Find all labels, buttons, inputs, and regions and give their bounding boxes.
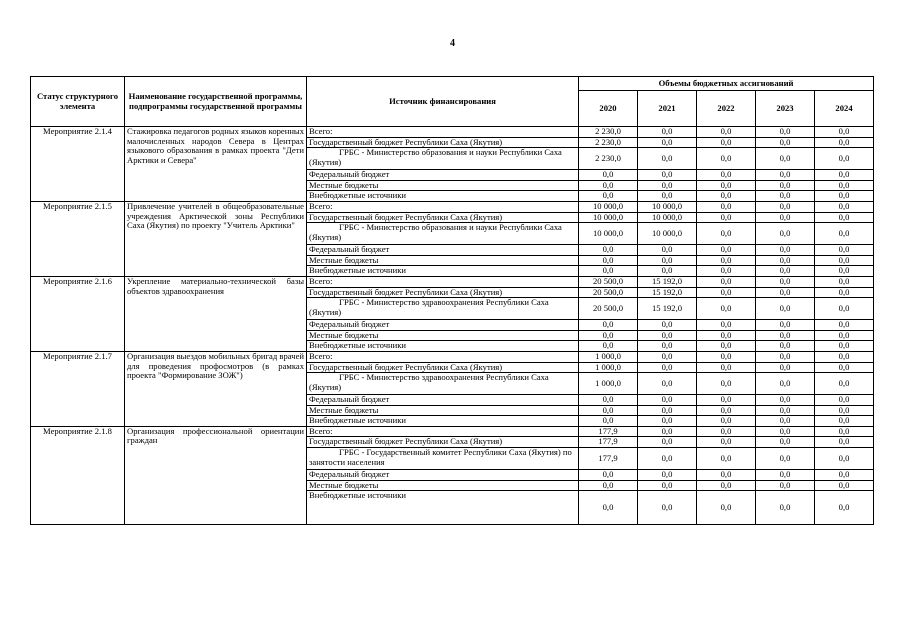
grbs-label: ГРБС - Министерство образования и науки Республики Саха (Якутия) [309, 147, 562, 167]
funding-source-cell: Всего: [307, 276, 579, 287]
budget-allocation-table [30, 76, 874, 525]
value-cell: 0,0 [697, 148, 756, 170]
value-cell: 0,0 [638, 426, 697, 437]
value-cell: 0,0 [579, 480, 638, 491]
value-cell: 0,0 [756, 448, 815, 470]
value-cell: 0,0 [815, 373, 874, 395]
value-cell: 0,0 [815, 448, 874, 470]
value-cell: 0,0 [638, 180, 697, 191]
value-cell: 0,0 [638, 320, 697, 331]
value-cell: 0,0 [697, 266, 756, 277]
funding-source-cell: Внебюджетные источники [307, 266, 579, 277]
value-cell: 0,0 [815, 201, 874, 212]
value-cell: 0,0 [638, 245, 697, 256]
value-cell: 0,0 [697, 491, 756, 525]
funding-source-cell: Местные бюджеты [307, 180, 579, 191]
status-cell: Мероприятие 2.1.4 [31, 127, 125, 202]
value-cell: 0,0 [756, 276, 815, 287]
value-cell: 0,0 [697, 191, 756, 202]
table-row [31, 201, 874, 212]
value-cell: 0,0 [697, 212, 756, 223]
value-cell: 0,0 [756, 127, 815, 138]
grbs-label: ГРБС - Государственный комитет Республики Саха (Якутия) по занятости населения [309, 447, 572, 467]
value-cell: 0,0 [697, 170, 756, 181]
program-name-cell: Стажировка педагогов родных языков коренных малочисленных народов Севера в Центрах языкового образования в рамках проекта "Дети Арктики и Севера" [125, 127, 307, 202]
funding-source-cell: Местные бюджеты [307, 330, 579, 341]
grbs-label: ГРБС - Министерство здравоохранения Республики Саха (Якутия) [309, 297, 549, 317]
funding-source-cell [307, 148, 579, 170]
value-cell: 0,0 [638, 191, 697, 202]
funding-source-cell [307, 448, 579, 470]
value-cell: 0,0 [697, 137, 756, 148]
value-cell: 10 000,0 [638, 201, 697, 212]
program-name-cell: Организация профессиональной ориентации граждан [125, 426, 307, 524]
value-cell: 0,0 [579, 395, 638, 406]
funding-source-cell: Государственный бюджет Республики Саха (Якутия) [307, 212, 579, 223]
funding-source-cell: Федеральный бюджет [307, 470, 579, 481]
value-cell: 0,0 [697, 223, 756, 245]
value-cell: 1 000,0 [579, 351, 638, 362]
value-cell: 1 000,0 [579, 373, 638, 395]
value-cell: 0,0 [815, 223, 874, 245]
grbs-label: ГРБС - Министерство здравоохранения Республики Саха (Якутия) [309, 372, 549, 392]
value-cell: 0,0 [638, 448, 697, 470]
value-cell: 0,0 [638, 470, 697, 481]
value-cell: 0,0 [815, 416, 874, 427]
value-cell: 0,0 [638, 255, 697, 266]
program-name-cell: Укрепление материально-технической базы объектов здравоохранения [125, 276, 307, 351]
header-year: 2020 [579, 91, 638, 127]
funding-source-cell: Государственный бюджет Республики Саха (Якутия) [307, 287, 579, 298]
value-cell: 0,0 [579, 416, 638, 427]
value-cell: 0,0 [756, 373, 815, 395]
value-cell: 0,0 [638, 137, 697, 148]
value-cell: 0,0 [815, 212, 874, 223]
value-cell: 0,0 [697, 480, 756, 491]
funding-source-cell: Федеральный бюджет [307, 320, 579, 331]
value-cell: 0,0 [697, 320, 756, 331]
funding-source-cell: Внебюджетные источники [307, 341, 579, 352]
value-cell: 0,0 [697, 255, 756, 266]
value-cell: 0,0 [815, 395, 874, 406]
value-cell: 0,0 [815, 287, 874, 298]
value-cell: 177,9 [579, 426, 638, 437]
value-cell: 0,0 [756, 320, 815, 331]
value-cell: 0,0 [815, 298, 874, 320]
value-cell: 0,0 [697, 330, 756, 341]
value-cell: 10 000,0 [579, 223, 638, 245]
value-cell: 0,0 [697, 405, 756, 416]
funding-source-cell: Федеральный бюджет [307, 395, 579, 406]
value-cell: 0,0 [638, 266, 697, 277]
funding-source-cell: Государственный бюджет Республики Саха (Якутия) [307, 137, 579, 148]
value-cell: 0,0 [815, 266, 874, 277]
value-cell: 0,0 [815, 341, 874, 352]
value-cell: 0,0 [697, 127, 756, 138]
page-number: 4 [450, 38, 455, 49]
value-cell: 0,0 [638, 170, 697, 181]
value-cell: 0,0 [756, 180, 815, 191]
value-cell: 0,0 [697, 245, 756, 256]
value-cell: 15 192,0 [638, 298, 697, 320]
header-source: Источник финансирования [307, 77, 579, 127]
value-cell: 0,0 [638, 405, 697, 416]
value-cell: 0,0 [697, 437, 756, 448]
value-cell: 0,0 [815, 330, 874, 341]
value-cell: 0,0 [756, 437, 815, 448]
funding-source-cell: Федеральный бюджет [307, 170, 579, 181]
value-cell: 0,0 [697, 287, 756, 298]
header-year: 2021 [638, 91, 697, 127]
value-cell: 0,0 [815, 491, 874, 525]
grbs-label: ГРБС - Министерство образования и науки Республики Саха (Якутия) [309, 222, 562, 242]
value-cell: 0,0 [638, 373, 697, 395]
value-cell: 0,0 [756, 212, 815, 223]
value-cell: 0,0 [579, 255, 638, 266]
header-status: Статус структурного элемента [31, 77, 125, 127]
value-cell: 0,0 [697, 341, 756, 352]
value-cell: 0,0 [697, 201, 756, 212]
funding-source-cell: Всего: [307, 426, 579, 437]
value-cell: 0,0 [815, 276, 874, 287]
value-cell: 0,0 [815, 351, 874, 362]
value-cell: 0,0 [815, 362, 874, 373]
value-cell: 0,0 [638, 480, 697, 491]
value-cell: 0,0 [815, 255, 874, 266]
value-cell: 0,0 [756, 245, 815, 256]
value-cell: 0,0 [756, 201, 815, 212]
value-cell: 0,0 [638, 437, 697, 448]
value-cell: 0,0 [638, 148, 697, 170]
value-cell: 0,0 [756, 266, 815, 277]
value-cell: 0,0 [697, 448, 756, 470]
value-cell: 0,0 [756, 341, 815, 352]
status-cell: Мероприятие 2.1.7 [31, 351, 125, 426]
value-cell: 0,0 [815, 180, 874, 191]
value-cell: 0,0 [756, 148, 815, 170]
value-cell: 0,0 [756, 470, 815, 481]
value-cell: 20 500,0 [579, 298, 638, 320]
value-cell: 0,0 [579, 470, 638, 481]
value-cell: 0,0 [815, 320, 874, 331]
value-cell: 0,0 [756, 426, 815, 437]
funding-source-cell: Федеральный бюджет [307, 245, 579, 256]
value-cell: 0,0 [815, 405, 874, 416]
value-cell: 0,0 [638, 127, 697, 138]
value-cell: 0,0 [756, 191, 815, 202]
value-cell: 177,9 [579, 448, 638, 470]
funding-source-cell [307, 223, 579, 245]
header-name: Наименование государственной программы, подпрограммы государственной программы [125, 77, 307, 127]
value-cell: 0,0 [756, 480, 815, 491]
program-name-cell: Привлечение учителей в общеобразовательные учреждения Арктической зоны Республики Саха (Якутия) по проекту "Учитель Арктики" [125, 201, 307, 276]
value-cell: 15 192,0 [638, 287, 697, 298]
value-cell: 0,0 [579, 266, 638, 277]
value-cell: 0,0 [579, 320, 638, 331]
header-volumes: Объемы бюджетных ассигнований [579, 77, 874, 91]
funding-source-cell [307, 298, 579, 320]
value-cell: 0,0 [579, 330, 638, 341]
status-cell: Мероприятие 2.1.5 [31, 201, 125, 276]
table-body [31, 127, 874, 525]
value-cell: 0,0 [756, 405, 815, 416]
value-cell: 0,0 [815, 148, 874, 170]
value-cell: 20 500,0 [579, 287, 638, 298]
funding-source-cell: Всего: [307, 201, 579, 212]
value-cell: 0,0 [638, 395, 697, 406]
value-cell: 0,0 [697, 362, 756, 373]
header-year: 2024 [815, 91, 874, 127]
value-cell: 0,0 [756, 416, 815, 427]
program-name-cell: Организация выездов мобильных бригад врачей для проведения профосмотров (в рамках проекта "Формирование ЗОЖ") [125, 351, 307, 426]
header-year: 2023 [756, 91, 815, 127]
header-year: 2022 [697, 91, 756, 127]
table-row [31, 351, 874, 362]
value-cell: 177,9 [579, 437, 638, 448]
value-cell: 0,0 [638, 416, 697, 427]
value-cell: 0,0 [579, 245, 638, 256]
value-cell: 0,0 [638, 351, 697, 362]
funding-source-cell: Государственный бюджет Республики Саха (Якутия) [307, 437, 579, 448]
value-cell: 0,0 [579, 405, 638, 416]
value-cell: 0,0 [697, 276, 756, 287]
value-cell: 0,0 [697, 298, 756, 320]
value-cell: 0,0 [579, 491, 638, 525]
value-cell: 0,0 [756, 287, 815, 298]
value-cell: 10 000,0 [579, 212, 638, 223]
value-cell: 0,0 [638, 362, 697, 373]
table-row [31, 127, 874, 138]
value-cell: 2 230,0 [579, 137, 638, 148]
value-cell: 10 000,0 [638, 223, 697, 245]
value-cell: 0,0 [756, 170, 815, 181]
value-cell: 0,0 [756, 491, 815, 525]
value-cell: 0,0 [756, 362, 815, 373]
table-row [31, 276, 874, 287]
value-cell: 0,0 [756, 223, 815, 245]
value-cell: 10 000,0 [638, 212, 697, 223]
value-cell: 10 000,0 [579, 201, 638, 212]
value-cell: 0,0 [756, 351, 815, 362]
value-cell: 0,0 [756, 255, 815, 266]
funding-source-cell: Внебюджетные источники [307, 416, 579, 427]
value-cell: 0,0 [579, 341, 638, 352]
value-cell: 0,0 [756, 330, 815, 341]
value-cell: 0,0 [756, 137, 815, 148]
funding-source-cell [307, 373, 579, 395]
funding-source-cell: Всего: [307, 127, 579, 138]
value-cell: 0,0 [697, 416, 756, 427]
status-cell: Мероприятие 2.1.8 [31, 426, 125, 524]
funding-source-cell: Государственный бюджет Республики Саха (Якутия) [307, 362, 579, 373]
value-cell: 0,0 [638, 491, 697, 525]
value-cell: 0,0 [638, 330, 697, 341]
value-cell: 0,0 [697, 373, 756, 395]
value-cell: 0,0 [697, 351, 756, 362]
value-cell: 0,0 [815, 137, 874, 148]
funding-source-cell: Внебюджетные источники [307, 191, 579, 202]
value-cell: 2 230,0 [579, 148, 638, 170]
funding-source-cell: Местные бюджеты [307, 255, 579, 266]
funding-source-cell: Всего: [307, 351, 579, 362]
value-cell: 1 000,0 [579, 362, 638, 373]
value-cell: 15 192,0 [638, 276, 697, 287]
value-cell: 0,0 [815, 127, 874, 138]
value-cell: 0,0 [697, 180, 756, 191]
value-cell: 0,0 [815, 426, 874, 437]
value-cell: 0,0 [579, 191, 638, 202]
funding-source-cell: Местные бюджеты [307, 480, 579, 491]
value-cell: 0,0 [815, 170, 874, 181]
value-cell: 0,0 [756, 395, 815, 406]
value-cell: 0,0 [579, 180, 638, 191]
value-cell: 0,0 [697, 426, 756, 437]
table-row [31, 426, 874, 437]
value-cell: 0,0 [579, 170, 638, 181]
funding-source-cell: Внебюджетные источники [307, 491, 579, 525]
value-cell: 0,0 [815, 470, 874, 481]
value-cell: 0,0 [815, 245, 874, 256]
value-cell: 0,0 [756, 298, 815, 320]
value-cell: 2 230,0 [579, 127, 638, 138]
value-cell: 0,0 [697, 395, 756, 406]
value-cell: 0,0 [638, 341, 697, 352]
value-cell: 0,0 [815, 480, 874, 491]
value-cell: 0,0 [697, 470, 756, 481]
value-cell: 0,0 [815, 437, 874, 448]
value-cell: 0,0 [815, 191, 874, 202]
funding-source-cell: Местные бюджеты [307, 405, 579, 416]
value-cell: 20 500,0 [579, 276, 638, 287]
status-cell: Мероприятие 2.1.6 [31, 276, 125, 351]
